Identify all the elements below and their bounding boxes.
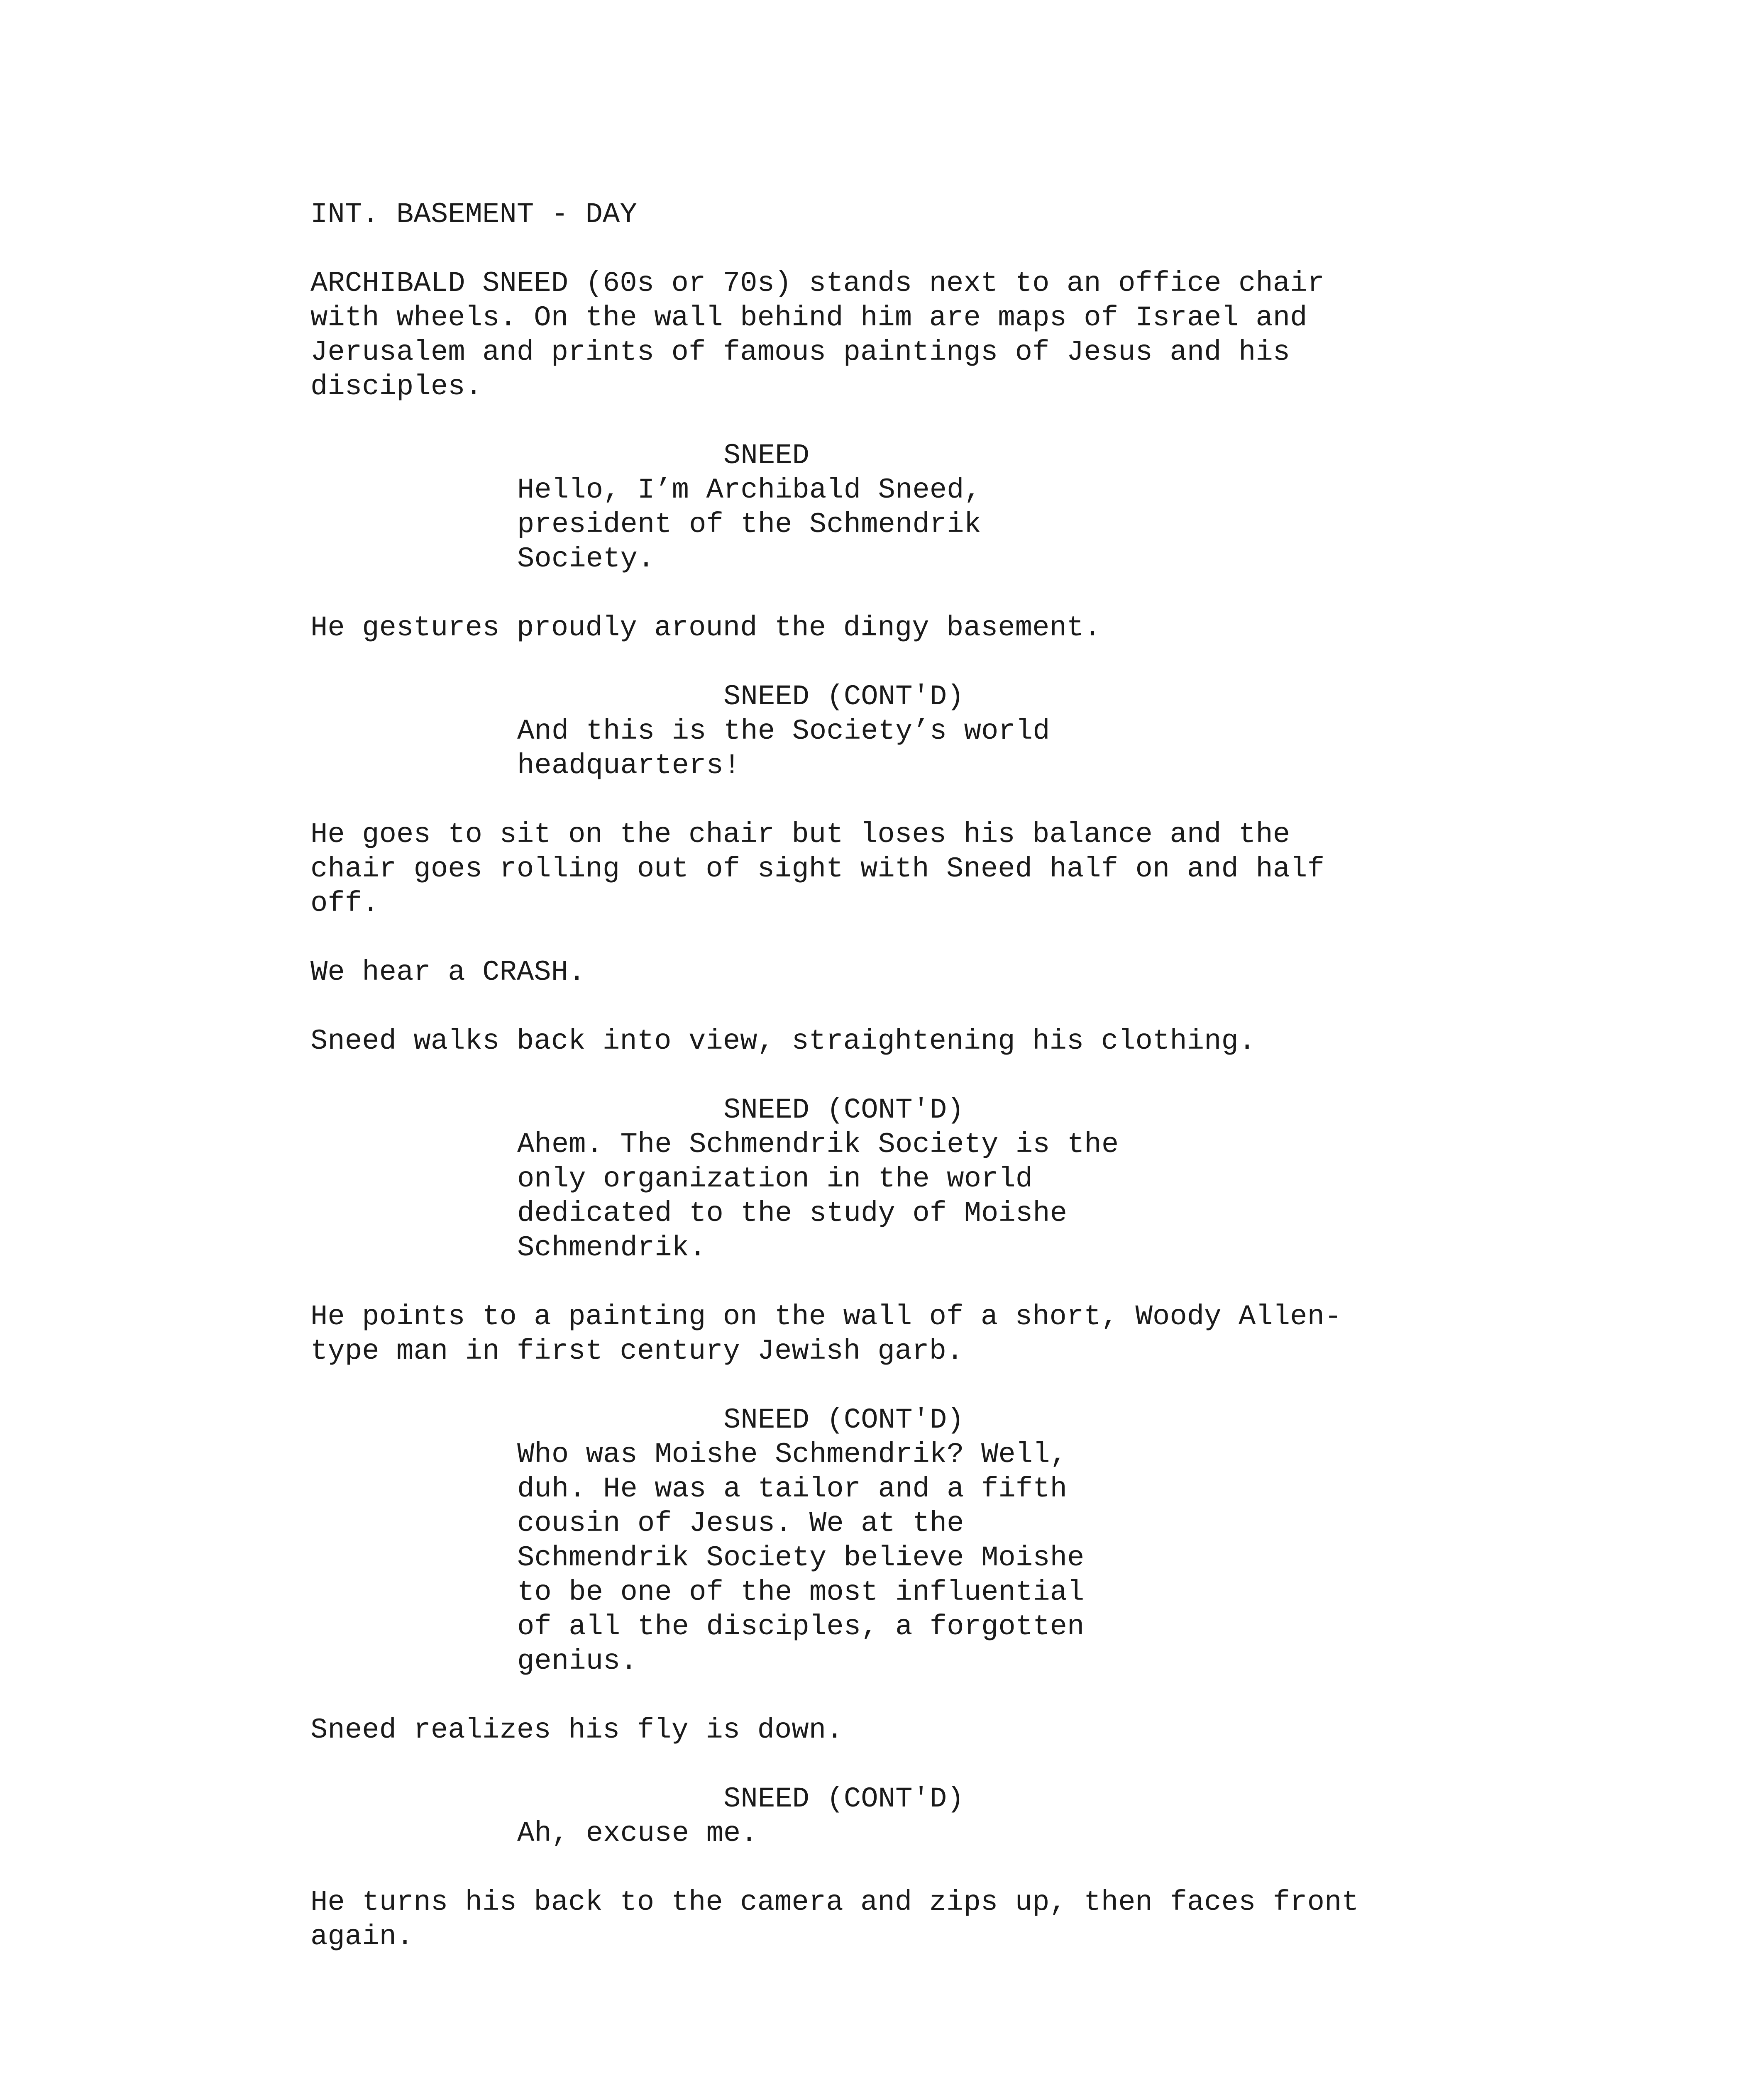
character-name: SNEED (CONT'D)	[723, 1404, 964, 1436]
character-name: SNEED (CONT'D)	[723, 1094, 964, 1126]
dialogue-text: Who was Moishe Schmendrik? Well, duh. He was a tailor and a fifth cousin of Jesus. We at the Schmendrik Society believe Moishe to be one of the most influential of all the disciples, a forgotten genius.	[517, 1438, 1085, 1677]
screenplay-body	[310, 198, 1618, 1989]
dialogue-text: Hello, I’m Archibald Sneed, president of the Schmendrik Society.	[517, 474, 981, 575]
dialogue-block	[310, 1093, 1618, 1265]
action-line: He goes to sit on the chair but loses his balance and the chair goes rolling out of sight with Sneed half on and half off.	[310, 818, 1324, 920]
dialogue-block	[310, 1782, 1618, 1851]
dialogue-text: Ah, excuse me.	[517, 1817, 758, 1850]
dialogue-text: Ahem. The Schmendrik Society is the only organization in the world dedicated to the study of Moishe Schmendrik.	[517, 1128, 1119, 1264]
dialogue-block	[310, 1403, 1618, 1679]
dialogue-text: And this is the Society’s world headquarters!	[517, 715, 1050, 782]
dialogue-block	[310, 680, 1618, 783]
action-line: ARCHIBALD SNEED (60s or 70s) stands next to an office chair with wheels. On the wall behind him are maps of Israel and Jerusalem and prints of famous paintings of Jesus and his disciples.	[310, 267, 1324, 403]
action-line: Sneed realizes his fly is down.	[310, 1714, 843, 1746]
action-line: We hear a CRASH.	[310, 956, 586, 989]
action-line: Sneed walks back into view, straightening his clothing.	[310, 1025, 1256, 1057]
scene-heading: INT. BASEMENT - DAY	[310, 198, 637, 231]
action-line: He turns his back to the camera and zips up, then faces front again.	[310, 1886, 1359, 1953]
character-name: SNEED (CONT'D)	[723, 1783, 964, 1815]
dialogue-block	[310, 439, 1618, 576]
character-name: SNEED (CONT'D)	[723, 681, 964, 713]
character-name: SNEED	[723, 439, 810, 472]
action-line: He gestures proudly around the dingy basement.	[310, 612, 1101, 644]
action-line: He points to a painting on the wall of a short, Woody Allen- type man in first century Jewish garb.	[310, 1301, 1342, 1367]
